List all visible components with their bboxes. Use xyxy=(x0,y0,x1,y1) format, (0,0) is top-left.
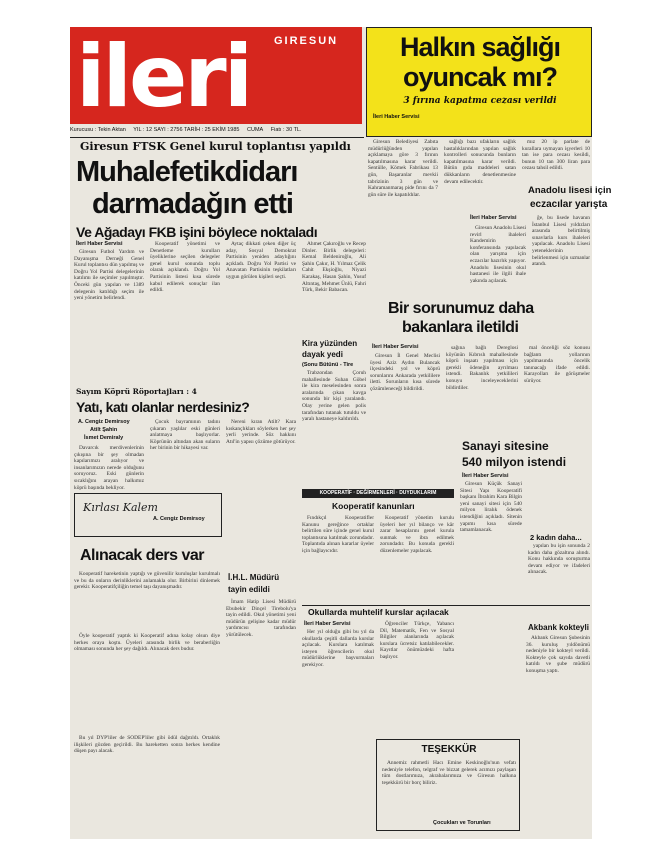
akbank-headline: Akbank kokteyli xyxy=(528,623,589,632)
sanayi-body-2: yapılan bu işin sonunda 2 kadın daha gözaltına alındı. Konu hakkında soruşturma devam ediyor ve ifadeleri alınacak. xyxy=(528,543,590,576)
bakanlar-body-3: mal önceliği söz konusu bağlantı yollarının yapılmasında öncelik tanınacağı ifade edildi. Karayolları ile görüşmeler sürüyor. xyxy=(524,345,590,384)
kooperatif-body-2: Kooperatif yönetim kurulu üyeleri her yıl bilanço ve kâr zarar hesaplarını genel kurula sunmak ve ibra edilmek zorundadır. Bu konuda gerekli düzenlemeler yapılacak. xyxy=(380,515,454,554)
toy-column-3 xyxy=(522,139,590,179)
ihl-body: İmam Hatip Lisesi Müdürü Ebubekir Dinçel Tirebolu'ya tayin edildi. Okul yönetimi yeni müdürün gelişine kadar müdür yardımcısı tarafından yürütülecek. xyxy=(226,599,296,638)
masthead xyxy=(70,27,362,127)
newspaper-page xyxy=(70,27,612,839)
okul-headline: Okullarda muhtelif kurslar açılacak xyxy=(308,607,449,617)
ftsk-byline: İleri Haber Servisi xyxy=(76,241,123,247)
sanayi-column-1 xyxy=(460,481,522,601)
ftsk-body-4: Ahmet Çakıroğlu ve Recep Dinler. Birlik delegeleri: Kemal Beldeniroğlu, Ali Şahin Çakır, H. Yılmaz Çelik Cahit Ekşioğlu, Niyazi Karakaş, Hasan Şahin, Yusuf Altıntaş, Mehmet Ünlü, Fahri Türk, Bekir Babacan. xyxy=(302,241,366,294)
ftsk-column-3 xyxy=(226,241,296,335)
bakanlar-body-1: Giresun İl Genel Meclisi üyesi Aziz Aydın Bulancak ilçesindeki yol ve köprü sorunlarını Ankarada yetkililere iletti. Sorunların kısa sürede çözümleneceği bildirildi. xyxy=(370,353,440,392)
toy-column-1 xyxy=(368,139,438,219)
ftsk-headline-line2: darmadağın etti xyxy=(92,188,293,220)
akbank-body: Akbank Giresun Şubesinin 36. kuruluş yıldönümü nedeniyle bir kokteyl verildi. Kokteyle çok sayıda davetli katıldı ve şube müdürü konuşma yaptı. xyxy=(526,635,590,674)
interview-body-2: Çocuk bayramının tadını çıkaran yaşlılar eski günleri anlatmaya başlıyorlar. Köprünün altından akan suların her birinin bir hikayesi var. xyxy=(150,419,220,452)
sanayi-headline-line2: 540 milyon istendi xyxy=(462,455,567,469)
tesekkur-headline: TEŞEKKÜR xyxy=(421,744,477,755)
kirlangic-box xyxy=(74,493,222,537)
okul-byline: İleri Haber Servisi xyxy=(304,621,351,627)
okul-column-1 xyxy=(302,629,374,719)
kira-headline-line1: Kira yüzünden xyxy=(302,339,358,348)
kooperatif-body-1: Fındıkçıl Kooperatifler Kanunu gereğince ortaklar belirtilen süre içinde genel kurul toplantısına katılmak zorundadır. Toplantıda alınan kararlar üyeler için bağlayıcıdır. xyxy=(302,515,374,554)
interview-column-2 xyxy=(150,419,220,489)
interview-headline: Yatı, katı olanlar nerdesiniz? xyxy=(76,399,250,415)
anadolu-byline: İleri Haber Servisi xyxy=(470,215,517,221)
kooperatif-header: KOOPERATİF · DEĞİRMENLERİ · DUYDUKLARIM xyxy=(302,489,454,498)
anadolu-headline-line1: Anadolu lisesi için xyxy=(528,185,612,196)
anadolu-column-2 xyxy=(532,215,590,305)
interview-column-3 xyxy=(226,419,296,569)
anadolu-headline-line2: eczacılar yarışta xyxy=(530,199,608,210)
kooperatif-column-2 xyxy=(380,515,454,601)
sanayi-headline-line1: Sanayi sitesine xyxy=(462,439,549,453)
ftsk-kicker: Giresun FTSK Genel kurul toplantısı yapıldı xyxy=(80,140,351,153)
ftsk-body-3: Aytaç dikkati çeken diğer üç aday, Sosyal Demokrat Partisinin yeniden adaylığını açıkladı. Doğru Yol Partisi ve Anavatan Partisinin teşkilatları uygun görülen kişileri seçti. xyxy=(226,241,296,280)
interview-column-1 xyxy=(74,445,144,489)
toy-column-2 xyxy=(444,139,516,219)
toy-body-3: mız 20 ip parlate de kurallara uymayan işyerleri 10 tan ise para cezası kesildi, bunun 10 tan 300 liran para cezası tahsil edildi. xyxy=(522,139,590,172)
toy-headline-line1: Halkın sağlığı xyxy=(399,32,561,62)
founder-text: Kurucusu : Tekin Aktan xyxy=(70,127,126,133)
ftsk-column-1 xyxy=(74,249,144,335)
toy-headline-box xyxy=(366,27,592,137)
bakanlar-headline-line2: bakanlara iletildi xyxy=(402,319,519,336)
sanayi-column-2 xyxy=(528,543,590,613)
akbank-column xyxy=(526,635,590,795)
price-text: Fiatı : 30 TL. xyxy=(270,127,302,133)
bakanlar-byline: İleri Haber Servisi xyxy=(372,344,419,350)
tesekkur-body: Annemiz rahmetli Hacı Emine Keskinoğlu'nun vefatı nedeniyle telefon, telgraf ve bizzat gelerek acımızı paylaşan tüm dostlarımıza, akrabalarımıza ve Giresun halkına teşekkürü bir borç biliriz. xyxy=(382,760,516,786)
masthead-info-bar xyxy=(70,126,362,135)
toy-body-2: sağlığı bazı ufakların sağlık hastalıklarından yapılan sağlık kontrolleri sonucunda bunların kapatılmasına karar verildi. Bütün gıda maddeleri satan dükkanların denetlenmesine devam edilecektir. xyxy=(444,139,516,185)
tesekkur-text xyxy=(382,760,516,816)
bakanlar-column-3 xyxy=(524,345,590,405)
bakanlar-headline-line1: Bir sorunumuz daha xyxy=(388,300,534,317)
toy-body-1: Giresun Belediyesi Zabıta müdürlüğünden yapılan açıklamaya göre 3 fırının kapatılmasına karar verildi. Sentülle, Kömek Fabrikası 13 gün, Başaranlar mevkii tabrizinin 3 gün ve Kahramanmaraş pide fırını da 7 gün süre ile kapatıldılar. xyxy=(368,139,438,198)
interview-body-1: Davarcık merdivenlerinin çıkışına bir şey olmadan kapılarımızı aralıyor ve insanlarımızın nerede olduğunu soruyoruz. Eski günlerin sıcaklığını arayan halkımız köprü başında bekliyor. xyxy=(74,445,144,491)
ftsk-subhead: Ve Ağadayı FKB işini böylece noktaladı xyxy=(76,224,318,240)
masthead-city: GIRESUN xyxy=(274,35,339,47)
toy-subhead: 3 fırına kapatma cezası verildi xyxy=(403,96,557,106)
ftsk-body-1: Giresun Futbol Yardım ve Dayanışma Derneği Genel Kurul toplantısı dün yapılmış ve Doğru Yol Partisi delegelerinin katılımı ile seçimler yapılmıştır. Önceki gün yapılan ve 1389 delegenin katıldığı seçim ile yeni yönetim belirlendi. xyxy=(74,249,144,302)
ihl-headline-line1: İ.H.L. Müdürü xyxy=(228,573,280,582)
kira-body: Trabzondan Çoruh mahallesinde Suhan Göbel ile kira meselesinden sonra aralarında çıkan kavga sonunda bir kişi yaralandı. Olay yerine gelen polis tarafından tutanak tutuldu ve yaralı hastaneye kaldırıldı. xyxy=(302,370,366,423)
kirlangic-column-3 xyxy=(74,735,220,831)
divider-line xyxy=(70,137,364,138)
ihl-headline-line2: tayin edildi xyxy=(228,585,270,594)
weekday-text: CUMA xyxy=(247,127,264,133)
toy-byline: İleri Haber Servisi xyxy=(373,114,420,120)
sanayi-body-1: Giresun Küçük Sanayi Sitesi Yapı Kooperatifi başkanı İbrahim Kara Bilgin yeni sanayi sitesi için 540 milyon liralık ödenek istendiğini açıkladı. Sitenin yapımı kısa sürede tamamlanacak. xyxy=(460,481,522,534)
kirlangic-body-2: Öyle kooperatif yaptık ki Kooperatif adına kolay olsun diye herkes oraya koştu. Üyeleri arasında birlik ve beraberliğin olmaması sonunda her şey dağıldı. Alınacak ders budur. xyxy=(74,633,220,653)
interview-byline-2: Atilt Şahin xyxy=(90,427,118,433)
ihl-column xyxy=(226,599,296,709)
kooperatif-headline: Kooperatif kanunları xyxy=(332,501,415,511)
ftsk-body-2: Kooperatif yönetimi ve Denetleme kurulları üyeliklerine seçilen delegeler genel kurul sonunda toplu olarak açıklandı. Doğru Yol Partisinin listesi kısa sürede kabul edilerek sonuçlar ilan edildi. xyxy=(150,241,220,294)
okul-column-2 xyxy=(380,621,454,719)
kirlangic-column-1 xyxy=(74,571,220,631)
kirlangic-headline: Alınacak ders var xyxy=(80,547,205,564)
bakanlar-body-2: sağına bağlı Dereglosi köyünün Kıbrıslı mahallesinde köprü inşaatı yapılması için gerekli ödeneğin ayrılması istendi. Bakanlık yetkilileri konuyu inceleyeceklerini bildirdiler. xyxy=(446,345,518,391)
kooperatif-column-1 xyxy=(302,515,374,601)
ftsk-headline-line1: Muhalefetikdidarı xyxy=(76,156,298,188)
ftsk-column-4 xyxy=(302,241,366,335)
bakanlar-column-2 xyxy=(446,345,518,425)
sanayi-subhead: 2 kadın daha... xyxy=(530,533,582,542)
sanayi-byline: İleri Haber Servisi xyxy=(462,473,509,479)
issue-text: YIL : 12 SAYI : 2756 TARİH : 25 EKİM 1985 xyxy=(133,127,240,133)
masthead-name: ileri xyxy=(76,27,251,127)
anadolu-body-1: Giresun Anadolu Lisesi revirl ihaleleri Kandemirin konferansında yapılacak olan yarışma için eczacılar hazırlık yapıyor. Anadolu lisesinin okul hastanesi ile ilgili ihale yakında açılacak. xyxy=(470,225,526,284)
okul-body-1: Her yıl olduğu gibi bu yıl da okullarda çeşitli dallarda kurslar açılacak. Kurslara katılmak isteyen öğrencilerin okul müdürlüklerine başvurmaları gerekiyor. xyxy=(302,629,374,668)
kira-column xyxy=(302,370,366,482)
kirlangic-body-3: Bu yıl DYP'liler de SODEP'liler gibi ödül dağıtıldı. Ortaklık ilişkileri gözden geçirildi. Bu hareketten sonra herkes kendine düşen payı alacak. xyxy=(74,735,220,755)
tesekkur-signature: Çocukları ve Torunları xyxy=(433,820,491,826)
anadolu-column-1 xyxy=(470,225,526,295)
kirlangic-logo: Kırlası Kalem xyxy=(83,501,158,514)
kirlangic-column-2 xyxy=(74,633,220,733)
okul-divider xyxy=(302,605,590,606)
tesekkur-box xyxy=(376,739,520,831)
kirlangic-author: A. Cengiz Demirsoy xyxy=(153,516,205,522)
toy-headline-line2: oyuncak mı? xyxy=(402,62,558,92)
kira-headline-line2: dayak yedi xyxy=(302,350,343,359)
bakanlar-column-1 xyxy=(370,353,440,429)
anadolu-body-2: ğe, bu lisede havanın İstanbul Lisesi yıldızları arasında belirtilmiş sınavlarla kurs ihaleleri yapılacak. Anadolu Lisesi yeteneklerinin belirlenmesi için uzmanlar atandı. xyxy=(532,215,590,268)
interview-byline-3: İsmet Demiraly xyxy=(84,435,124,441)
interview-kicker: Sayım Köprü Röportajları : 4 xyxy=(76,387,197,396)
okul-body-2: Öğrenciler Türkçe, Yabancı Dil, Matematik, Fen ve Sosyal Bilgiler alanlarında açılacak kurslara ücretsiz katılabilecekler. Kayıtlar önümüzdeki hafta başlıyor. xyxy=(380,621,454,660)
ftsk-column-2 xyxy=(150,241,220,335)
interview-byline-1: A. Cengiz Demirsoy xyxy=(78,419,130,425)
kira-byline: (Sonu Bütünü - Tire xyxy=(302,362,354,368)
interview-body-3: Nereni kıran Atilt? Kara kıskançlıkları söylerken her şey yerli yerinde. Söz hakkını Atıl'in yapısı çözüme götürüyor. xyxy=(226,419,296,445)
kirlangic-body-1: Kooperatif hareketinin yaptığı ve güvenilir kuruluşlar kurulmalı ve bu da onların derinliklerini anlamakla olur. Birbirini dinlemek gerekir. Kooperatifçiliğin temel taşı dayanışmadır. xyxy=(74,571,220,591)
